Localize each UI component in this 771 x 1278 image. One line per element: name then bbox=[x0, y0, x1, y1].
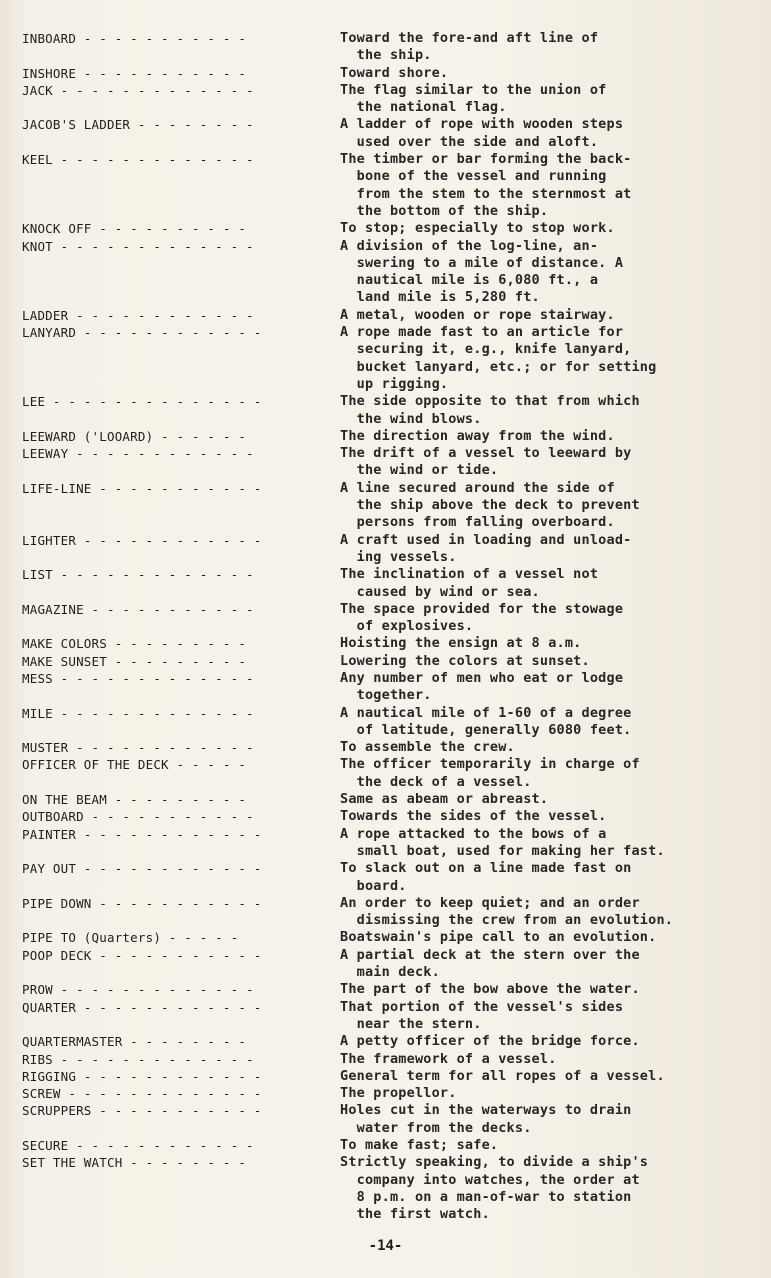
glossary-entry bbox=[22, 151, 762, 220]
glossary-term: LEEWAY - - - - - - - - - - - - bbox=[22, 446, 254, 462]
glossary-entry bbox=[22, 65, 762, 82]
glossary-entry bbox=[22, 670, 762, 705]
glossary-term: RIGGING - - - - - - - - - - - - bbox=[22, 1068, 262, 1084]
glossary-definition: A rope made fast to an article for securing it, e.g., knife lanyard, bucket lanyard, etc.; or for setting up rigging. bbox=[340, 324, 657, 392]
glossary-term: LIFE-LINE - - - - - - - - - - - bbox=[22, 480, 262, 496]
glossary-entry bbox=[22, 428, 762, 445]
glossary-definition: Boatswain's pipe call to an evolution. bbox=[340, 929, 657, 946]
glossary-definition: The timber or bar forming the back- bone of the vessel and running from the stem to the sternmost at the bottom of the ship. bbox=[340, 151, 632, 219]
glossary-definition: A division of the log-line, an- swering to a mile of distance. A nautical mile is 6,080 ft., a land mile is 5,280 ft. bbox=[340, 237, 624, 306]
glossary-entry bbox=[22, 739, 762, 756]
glossary-entry bbox=[22, 238, 762, 307]
glossary-term: LEE - - - - - - - - - - - - - - bbox=[22, 394, 262, 410]
glossary-term: INBOARD - - - - - - - - - - - bbox=[22, 31, 247, 46]
glossary-term: KNOCK OFF - - - - - - - - - - bbox=[22, 221, 247, 237]
glossary-definition: The flag similar to the union of the national flag. bbox=[340, 81, 607, 116]
glossary-entry bbox=[22, 999, 762, 1034]
glossary-entry bbox=[22, 635, 762, 652]
glossary-entry bbox=[22, 30, 762, 65]
glossary-definition: A craft used in loading and unload- ing vessels. bbox=[340, 531, 632, 565]
glossary-entry bbox=[22, 981, 762, 998]
glossary-definition: General term for all ropes of a vessel. bbox=[340, 1067, 665, 1084]
glossary-term: OFFICER OF THE DECK - - - - - bbox=[22, 757, 247, 773]
glossary-term: QUARTERMASTER - - - - - - - - bbox=[22, 1034, 247, 1050]
glossary-entry bbox=[22, 601, 762, 636]
glossary-term: PROW - - - - - - - - - - - - - bbox=[22, 982, 254, 998]
glossary-list bbox=[22, 30, 762, 1223]
glossary-entry bbox=[22, 480, 762, 532]
glossary-definition: Towards the sides of the vessel. bbox=[340, 808, 607, 825]
glossary-term: INSHORE - - - - - - - - - - - bbox=[22, 65, 247, 81]
glossary-term: PIPE DOWN - - - - - - - - - - - bbox=[22, 895, 262, 911]
glossary-term: LANYARD - - - - - - - - - - - - bbox=[22, 325, 262, 341]
glossary-term: MESS - - - - - - - - - - - - - bbox=[22, 670, 254, 686]
glossary-definition: A ladder of rope with wooden steps used over the side and aloft. bbox=[340, 116, 624, 150]
glossary-definition: The side opposite to that from which the wind blows. bbox=[340, 393, 640, 427]
glossary-definition: The propellor. bbox=[340, 1085, 457, 1102]
glossary-definition: Toward shore. bbox=[340, 64, 449, 81]
glossary-definition: Strictly speaking, to divide a ship's company into watches, the order at 8 p.m. on a man-of-war to station the first watch. bbox=[340, 1154, 649, 1223]
glossary-term: SET THE WATCH - - - - - - - - bbox=[22, 1155, 247, 1171]
glossary-term: MAKE COLORS - - - - - - - - - bbox=[22, 636, 247, 652]
glossary-entry bbox=[22, 1085, 762, 1102]
glossary-entry bbox=[22, 324, 762, 393]
glossary-definition: To make fast; safe. bbox=[340, 1137, 499, 1153]
glossary-entry bbox=[22, 220, 762, 237]
glossary-entry bbox=[22, 307, 762, 324]
glossary-term: MUSTER - - - - - - - - - - - - bbox=[22, 740, 254, 756]
glossary-definition: To slack out on a line made fast on board. bbox=[340, 860, 632, 894]
glossary-definition: To stop; especially to stop work. bbox=[340, 220, 615, 237]
glossary-definition: Same as abeam or abreast. bbox=[340, 791, 549, 808]
glossary-definition: A metal, wooden or rope stairway. bbox=[340, 306, 615, 323]
glossary-entry bbox=[22, 1102, 762, 1137]
glossary-term: SECURE - - - - - - - - - - - - bbox=[22, 1138, 254, 1153]
glossary-entry bbox=[22, 791, 762, 808]
glossary-term: LIGHTER - - - - - - - - - - - - bbox=[22, 532, 262, 548]
glossary-entry bbox=[22, 826, 762, 861]
glossary-definition: That portion of the vessel's sides near the stern. bbox=[340, 998, 624, 1032]
glossary-term: SCREW - - - - - - - - - - - - - bbox=[22, 1086, 262, 1102]
glossary-entry bbox=[22, 445, 762, 480]
glossary-term: KNOT - - - - - - - - - - - - - bbox=[22, 238, 254, 254]
glossary-entry bbox=[22, 116, 762, 151]
glossary-definition: Toward the fore-and aft line of the ship. bbox=[340, 30, 599, 64]
glossary-term: ON THE BEAM - - - - - - - - - bbox=[22, 792, 247, 808]
glossary-definition: A rope attacked to the bows of a small boat, used for making her fast. bbox=[340, 825, 665, 859]
glossary-term: MAGAZINE - - - - - - - - - - - bbox=[22, 601, 254, 617]
glossary-definition: A partial deck at the stern over the main deck. bbox=[340, 946, 640, 981]
glossary-term: OUTBOARD - - - - - - - - - - - bbox=[22, 809, 254, 825]
glossary-entry bbox=[22, 1033, 762, 1050]
glossary-definition: A line secured around the side of the ship above the deck to prevent persons from falling overboard. bbox=[340, 479, 640, 531]
glossary-definition: The space provided for the stowage of explosives. bbox=[340, 600, 624, 635]
glossary-definition: The part of the bow above the water. bbox=[340, 981, 640, 998]
glossary-entry bbox=[22, 1154, 762, 1223]
glossary-entry bbox=[22, 653, 762, 670]
glossary-term: PAY OUT - - - - - - - - - - - - bbox=[22, 861, 262, 877]
glossary-term: SCRUPPERS - - - - - - - - - - - bbox=[22, 1103, 262, 1119]
glossary-definition: An order to keep quiet; and an order dismissing the crew from an evolution. bbox=[340, 894, 674, 929]
glossary-term: LEEWARD ('LOOARD) - - - - - - bbox=[22, 428, 247, 444]
glossary-definition: To assemble the crew. bbox=[340, 739, 515, 756]
glossary-term: JACK - - - - - - - - - - - - - bbox=[22, 82, 254, 98]
page-number: -14- bbox=[368, 1238, 403, 1254]
glossary-definition: Lowering the colors at sunset. bbox=[340, 652, 590, 669]
glossary-term: QUARTER - - - - - - - - - - - - bbox=[22, 999, 262, 1015]
glossary-term: PIPE TO (Quarters) - - - - - bbox=[22, 930, 239, 946]
glossary-entry bbox=[22, 860, 762, 895]
glossary-definition: The direction away from the wind. bbox=[340, 427, 615, 444]
glossary-entry bbox=[22, 1051, 762, 1068]
glossary-entry bbox=[22, 532, 762, 567]
glossary-definition: Hoisting the ensign at 8 a.m. bbox=[340, 635, 582, 652]
glossary-term: MAKE SUNSET - - - - - - - - - bbox=[22, 653, 247, 669]
glossary-entry bbox=[22, 566, 762, 601]
glossary-entry bbox=[22, 1068, 762, 1085]
glossary-term: LADDER - - - - - - - - - - - - bbox=[22, 307, 254, 323]
glossary-entry bbox=[22, 895, 762, 930]
glossary-entry bbox=[22, 393, 762, 428]
glossary-definition: Any number of men who eat or lodge together. bbox=[340, 669, 624, 704]
glossary-term: PAINTER - - - - - - - - - - - - bbox=[22, 826, 262, 842]
glossary-term: LIST - - - - - - - - - - - - - bbox=[22, 567, 254, 583]
glossary-term: JACOB'S LADDER - - - - - - - - bbox=[22, 117, 254, 133]
glossary-entry bbox=[22, 756, 762, 791]
glossary-definition: Holes cut in the waterways to drain water from the decks. bbox=[340, 1102, 632, 1136]
glossary-entry bbox=[22, 82, 762, 117]
glossary-definition: The inclination of a vessel not caused by wind or sea. bbox=[340, 566, 599, 600]
glossary-term: RIBS - - - - - - - - - - - - - bbox=[22, 1051, 254, 1067]
glossary-entry bbox=[22, 808, 762, 825]
glossary-definition: A nautical mile of 1-60 of a degree of latitude, generally 6080 feet. bbox=[340, 704, 632, 738]
glossary-definition: The framework of a vessel. bbox=[340, 1050, 557, 1067]
glossary-definition: The drift of a vessel to leeward by the wind or tide. bbox=[340, 445, 632, 479]
glossary-entry bbox=[22, 705, 762, 740]
glossary-term: MILE - - - - - - - - - - - - - bbox=[22, 705, 254, 721]
glossary-entry bbox=[22, 1137, 762, 1154]
glossary-definition: A petty officer of the bridge force. bbox=[340, 1033, 640, 1050]
glossary-entry bbox=[22, 947, 762, 982]
glossary-term: KEEL - - - - - - - - - - - - - bbox=[22, 152, 254, 168]
glossary-definition: The officer temporarily in charge of the deck of a vessel. bbox=[340, 756, 640, 790]
glossary-entry bbox=[22, 929, 762, 946]
glossary-term: POOP DECK - - - - - - - - - - - bbox=[22, 947, 262, 963]
